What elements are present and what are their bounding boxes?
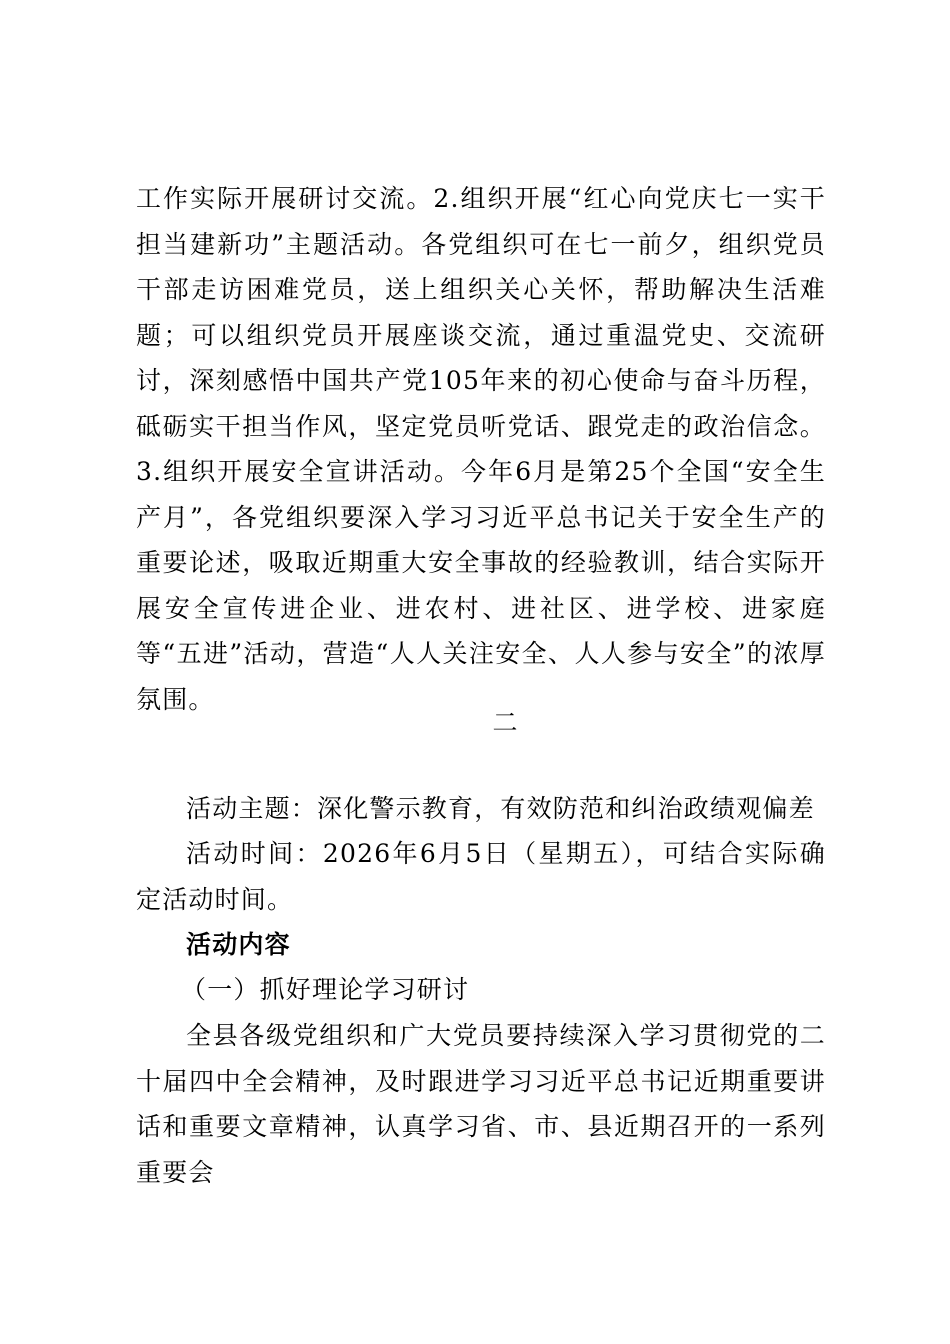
content-heading: 活动内容	[186, 930, 291, 959]
subheading-theory-study: （一）抓好理论学习研讨	[181, 975, 470, 1004]
paragraph-work-activities: 工作实际开展研讨交流。2.组织开展“红心向党庆七一实干担当建新功”主题活动。各党组织可在七一前夕，组织党员干部走访困难党员，送上组织关心关怀，帮助解决生活难题；可以组织党员开展座谈交流，通过重温党史、交流研讨，深刻感悟中国共产党105年来的初心使命与奋斗历程，砥砺实干担当作风，坚定党员听党话、跟党走的政治信念。3.组织开展安全宣讲活动。今年6月是第25个全国“安全生产月”，各党组织要深入学习习近平总书记关于安全生产的重要论述，吸取近期重大安全事故的经验教训，结合实际开展安全宣传进企业、进农村、进社区、进学校、进家庭等“五进”活动，营造“人人关注安全、人人参与安全”的浓厚氛围。	[136, 184, 826, 714]
activity-time: 活动时间：2026年6月5日（星期五），可结合实际确定活动时间。	[136, 839, 826, 914]
paragraph-theory-study: 全县各级党组织和广大党员要持续深入学习贯彻党的二十届四中全会精神，及时跟进学习习近平总书记近期重要讲话和重要文章精神，认真学习省、市、县近期召开的一系列重要会	[136, 1021, 826, 1187]
activity-theme: 活动主题：深化警示教育，有效防范和纠治政绩观偏差	[186, 794, 815, 823]
section-number: 二	[492, 708, 518, 737]
